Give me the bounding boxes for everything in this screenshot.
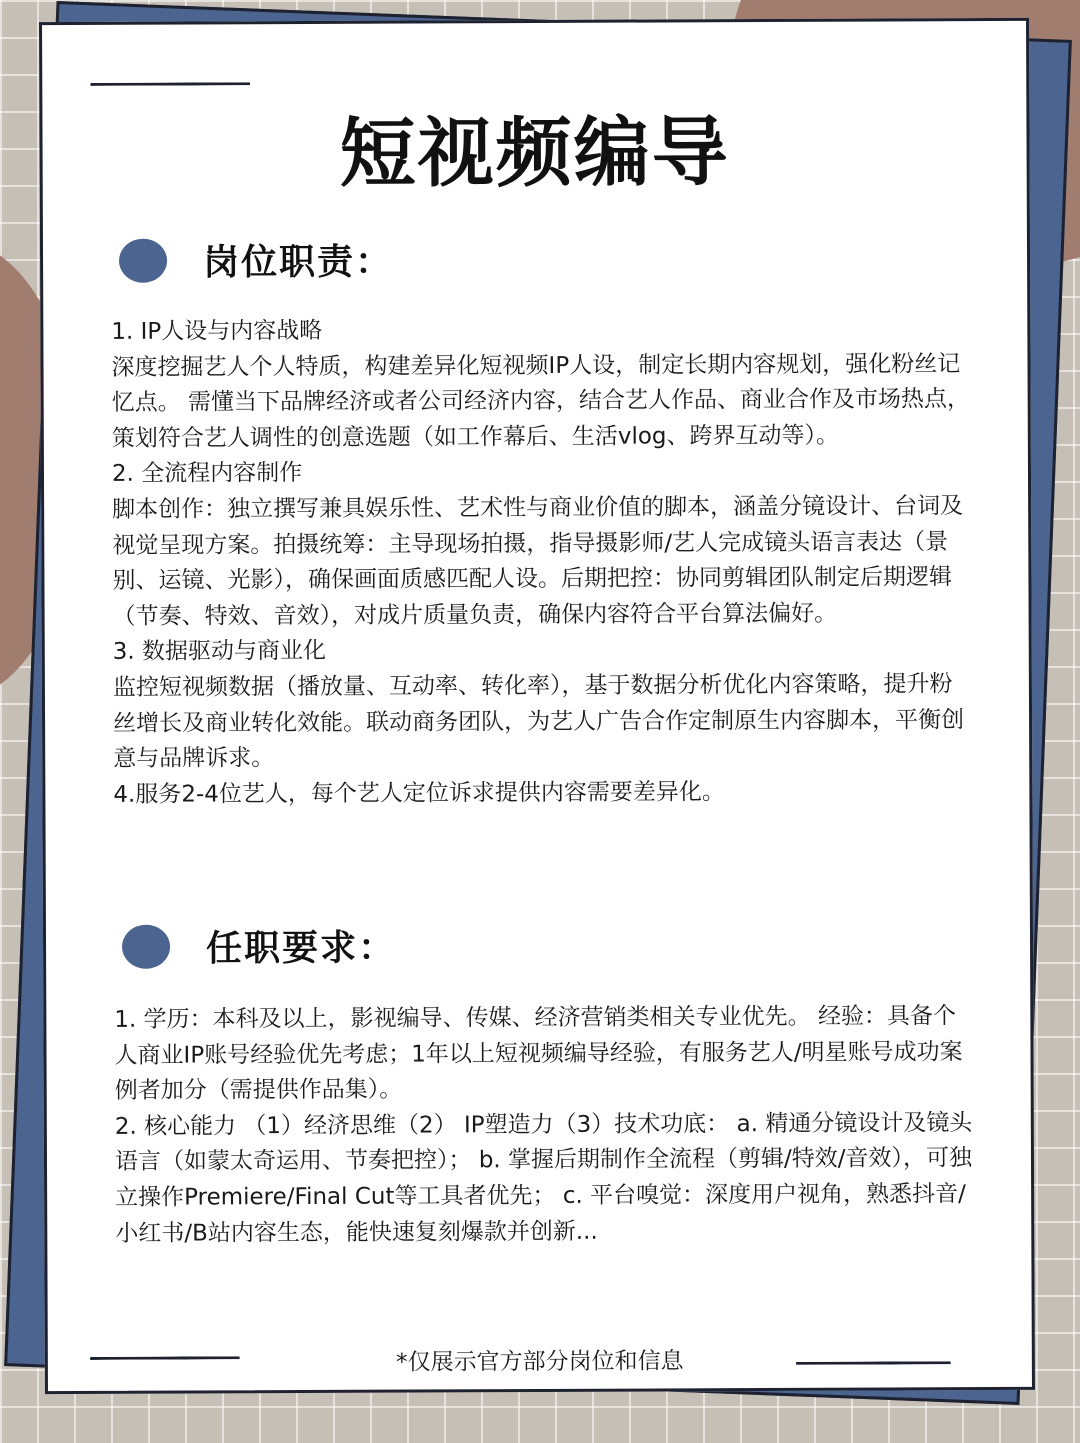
duty-item-heading: 2. 全流程内容制作 (111, 460, 303, 488)
duties-text (111, 311, 973, 813)
duty-item-heading: 3. 数据驱动与商业化 (112, 638, 327, 666)
requirement-item-text: 1. 学历：本科及以上，影视编导、传媒、经济营销类相关专业优先。 经验：具备个人商业IP账号经验优先考虑；1年以上短视频编导经验，有服务艺人/明星账号成功案例者加分（需提供作品集）。 (114, 1003, 963, 1105)
bullet-dot-icon (122, 924, 170, 968)
requirements-text (114, 999, 975, 1252)
duty-item-heading: 1. IP人设与内容战略 (111, 317, 323, 345)
duty-item-text: 深度挖掘艺人个人特质，构建差异化短视频IP人设，制定长期内容规划，强化粉丝记忆点。 需懂当下品牌经济或者公司经济内容，结合艺人作品、商业合作及市场热点，策划符合艺人调性的创意选题（如工作幕后、生活vlog、跨界互动等）。 (111, 350, 971, 452)
duty-item-text: 监控短视频数据（播放量、互动率、转化率），基于数据分析优化内容策略，提升粉丝增长及商业转化效能。联动商务团队，为艺人广告合作定制原生内容脚本，平衡创意与品牌诉求。 (112, 671, 965, 772)
duty-item-text: 4.服务2-4位艺人，每个艺人定位诉求提供内容需要差异化。 (113, 778, 725, 808)
page-title: 短视频编导 (339, 107, 730, 198)
duty-item-text: 脚本创作：独立撰写兼具娱乐性、艺术性与商业价值的脚本，涵盖分镜设计、台词及视觉呈现方案。拍摄统筹：主导现场拍摄，指导摄影师/艺人完成镜头语言表达（景别、运镜、光影），确保画面质感匹配人设。后期把控：协同剪辑团队制定后期逻辑（节奏、特效、音效），对成片质量负责，确保内容符合平台算法偏好。 (112, 493, 964, 630)
requirement-item-text: 2. 核心能力 （1）经济思维（2） IP塑造力（3）技术功底： a. 精通分镜设计及镜头语言（如蒙太奇运用、节奏把控）； b. 掌握后期制作全流程（剪辑/特效/音效），可独立操作Premiere/Final Cut等工具者优先； c. 平台嗅觉：深度用户视角，熟悉抖音/小红书/B站内容生态，能快速复刻爆款并创新... (114, 1109, 973, 1247)
bullet-dot-icon (119, 238, 167, 282)
decorative-line-top (90, 82, 250, 86)
section-title-requirements: 任职要求： (205, 927, 397, 970)
paper-sheet (39, 18, 1035, 1394)
section-header-duties (119, 234, 393, 286)
footnote: *仅展示官方部分岗位和信息 (396, 1348, 684, 1376)
section-header-requirements (122, 920, 396, 972)
section-title-duties: 岗位职责： (202, 241, 394, 284)
